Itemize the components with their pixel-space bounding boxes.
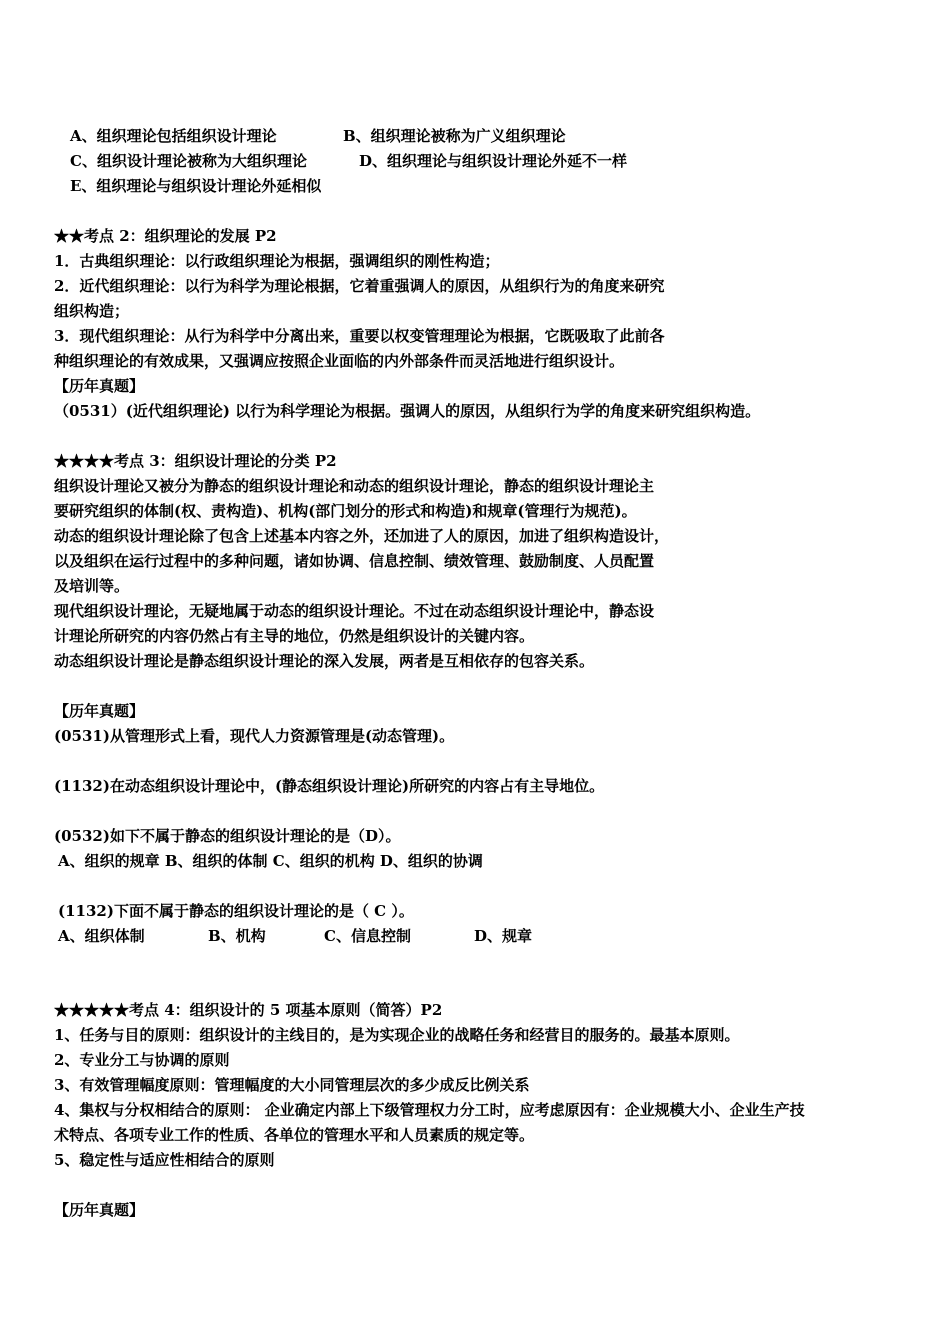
- option-a: A、组织理论包括组织设计理论: [70, 127, 277, 145]
- kp2-exam-heading: 【历年真题】: [54, 377, 145, 395]
- kp3-para-4: 动态组织设计理论是静态组织设计理论的深入发展，两者是互相依存的包容关系。: [54, 652, 595, 670]
- kp4-line-1: 1、任务与目的原则：组织设计的主线目的，是为实现企业的战略任务和经营目的服务的。最基本原则。: [54, 1026, 740, 1044]
- option-e: E、组织理论与组织设计理论外延相似: [70, 177, 322, 195]
- option-b: B、组织理论被称为广义组织理论: [343, 127, 566, 145]
- kp3-title: ★★★★考点 3：组织设计理论的分类 P2: [54, 452, 337, 470]
- kp3-para-2a: 动态的组织设计理论除了包含上述基本内容之外，还加进了人的原因，加进了组织构造设计，: [54, 527, 670, 545]
- kp4-title: ★★★★★考点 4：组织设计的 5 项基本原则（简答）P2: [54, 1001, 443, 1019]
- kp3-exam-2: (1132)在动态组织设计理论中，(静态组织设计理论)所研究的内容占有主导地位。: [54, 777, 605, 795]
- kp2-line-1: 1．古典组织理论：以行政组织理论为根据，强调组织的刚性构造；: [54, 252, 500, 270]
- kp3-para-3a: 现代组织设计理论，无疑地属于动态的组织设计理论。不过在动态组织设计理论中，静态设: [54, 602, 655, 620]
- kp4-line-2: 2、专业分工与协调的原则: [54, 1051, 230, 1069]
- kp3-exam-4-option-d: D、规章: [474, 927, 533, 945]
- kp4-line-4a: 4、集权与分权相结合的原则： 企业确定内部上下级管理权力分工时，应考虑原因有：企业规模大小、企业生产技: [54, 1101, 805, 1119]
- kp2-line-2a: 2．近代组织理论：以行为科学为理论根据，它着重强调人的原因，从组织行为的角度来研究: [54, 277, 665, 295]
- kp3-exam-heading: 【历年真题】: [54, 702, 145, 720]
- option-d: D、组织理论与组织设计理论外延不一样: [359, 152, 628, 170]
- kp4-line-3: 3、有效管理幅度原则：管理幅度的大小同管理层次的多少成反比例关系: [54, 1076, 530, 1094]
- kp3-para-2c: 及培训等。: [54, 577, 130, 595]
- kp2-exam-1: （0531）(近代组织理论) 以行为科学理论为根据。强调人的原因，从组织行为学的角度来研究组织构造。: [54, 402, 761, 420]
- kp3-exam-4-option-a: A、组织体制: [58, 927, 145, 945]
- kp3-para-3b: 计理论所研究的内容仍然占有主导的地位，仍然是组织设计的关键内容。: [54, 627, 535, 645]
- kp3-para-2b: 以及组织在运行过程中的多种问题，诸如协调、信息控制、绩效管理、鼓励制度、人员配置: [54, 552, 655, 570]
- kp3-exam-4-option-b: B、机构: [208, 927, 266, 945]
- kp4-line-4b: 术特点、各项专业工作的性质、各单位的管理水平和人员素质的规定等。: [54, 1126, 535, 1144]
- kp4-exam-heading: 【历年真题】: [54, 1201, 145, 1219]
- kp3-exam-4-option-c: C、信息控制: [324, 927, 411, 945]
- kp2-line-3b: 种组织理论的有效成果，又强调应按照企业面临的内外部条件而灵活地进行组织设计。: [54, 352, 625, 370]
- kp4-line-5: 5、稳定性与适应性相结合的原则: [54, 1151, 275, 1169]
- kp2-line-2b: 组织构造；: [54, 302, 130, 320]
- kp3-para-1b: 要研究组织的体制(权、责构造)、机构(部门划分的形式和构造)和规章(管理行为规范)。: [54, 502, 637, 520]
- option-c: C、组织设计理论被称为大组织理论: [70, 152, 307, 170]
- kp3-exam-4: (1132)下面不属于静态的组织设计理论的是（ C ）。: [58, 902, 414, 920]
- kp3-para-1a: 组织设计理论又被分为静态的组织设计理论和动态的组织设计理论，静态的组织设计理论主: [54, 477, 655, 495]
- kp3-exam-3: (0532)如下不属于静态的组织设计理论的是（D）。: [54, 827, 401, 845]
- kp3-exam-1: (0531)从管理形式上看，现代人力资源管理是(动态管理)。: [54, 727, 455, 745]
- kp3-exam-3-options: A、组织的规章 B、组织的体制 C、组织的机构 D、组织的协调: [58, 852, 483, 870]
- kp2-line-3a: 3．现代组织理论：从行为科学中分离出来，重要以权变管理理论为根据，它既吸取了此前各: [54, 327, 665, 345]
- kp2-title: ★★考点 2：组织理论的发展 P2: [54, 227, 277, 245]
